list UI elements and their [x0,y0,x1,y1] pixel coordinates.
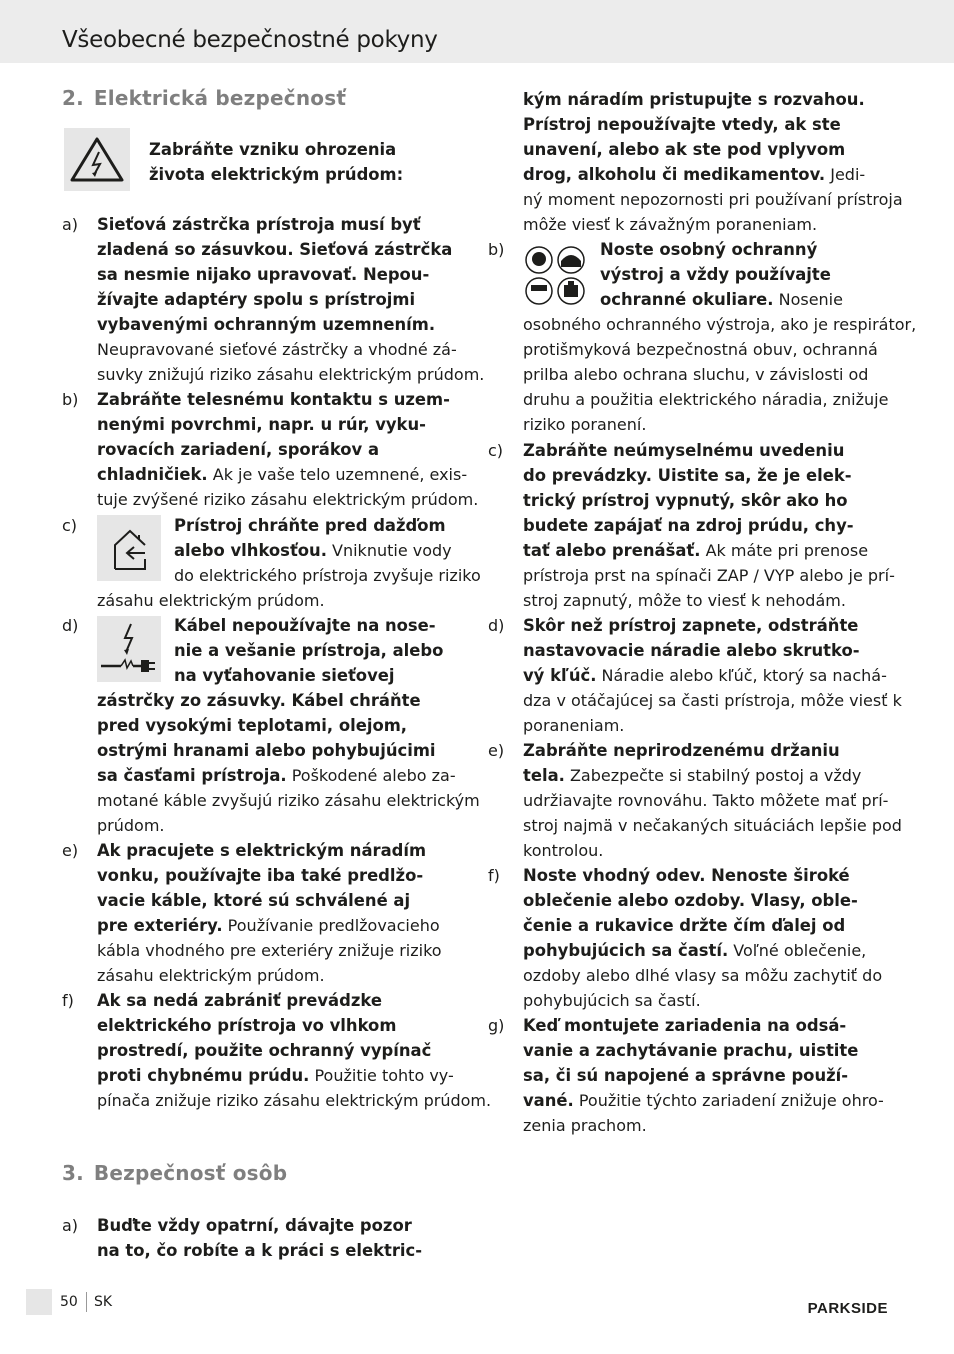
cable-icon-box [97,616,161,682]
protective-equipment-icon [523,245,589,307]
item-d-tail: zástrčky zo zásuvky. Kábel chráňte pred vysokými teplotami, olejom, ostrými hranami alebo pohybujúcimi sa časťami prístroja. Poškodené alebo za- motané káble zvyšujú riziko zásahu elektrickým prúdom. [97,691,480,835]
item-c-head: Prístroj chráňte pred dažďom alebo vlhkosťou. Vniknutie vody do elektrického prístroja zvyšuje riziko [174,516,481,585]
page-title: Všeobecné bezpečnostné pokyny [62,27,438,53]
footer-divider [86,1292,87,1312]
section-3-title [62,1161,287,1185]
section-2-title [62,86,346,110]
section-3-number: 3. [62,1161,84,1185]
language-code: SK [94,1294,113,1310]
item-b-tail: osobného ochranného výstroja, ako je respirátor, protišmyková bezpečnostná obuv, ochranná prilba alebo ochrana sluchu, v závislosti od druhu a použitia elektrického náradia, znižuje riziko poranení. [523,315,917,434]
item-c-tail: zásahu elektrickým prúdom. [97,591,325,610]
item-d-head: Kábel nepoužívajte na nose- nie a vešanie prístroja, alebo na vyťahovanie sieťovej [174,616,444,685]
item-b-head: Noste osobný ochranný výstroj a vždy používajte ochranné okuliare. Nosenie [600,240,843,309]
section-2-heading: Elektrická bezpečnosť [93,86,347,110]
section-3-heading: Bezpečnosť osôb [93,1161,288,1185]
section-3-a-continued: kým náradím pristupujte s rozvahou. Prístroj nepoužívajte vtedy, ak ste unavení, alebo ak ste pod vplyvom drog, alkoholu či medikamentov. Jedi- ný moment nepozornosti pri používaní prístroja môže viesť k závažným poraneniam. [523,90,903,234]
section-2-intro: Zabráňte vzniku ohrozenia života elektrickým prúdom: [149,140,404,184]
footer-marker [26,1289,52,1315]
page-number: 50 [60,1294,78,1310]
house-icon-box [97,515,161,581]
ppe-icons [523,245,589,307]
brand-logo: PARKSIDE [807,1300,888,1317]
electric-warning-icon [64,128,130,191]
warning-icon-box [64,128,130,191]
section-2-number: 2. [62,86,84,110]
damaged-cable-icon [97,616,161,682]
indoor-use-icon [97,515,161,581]
